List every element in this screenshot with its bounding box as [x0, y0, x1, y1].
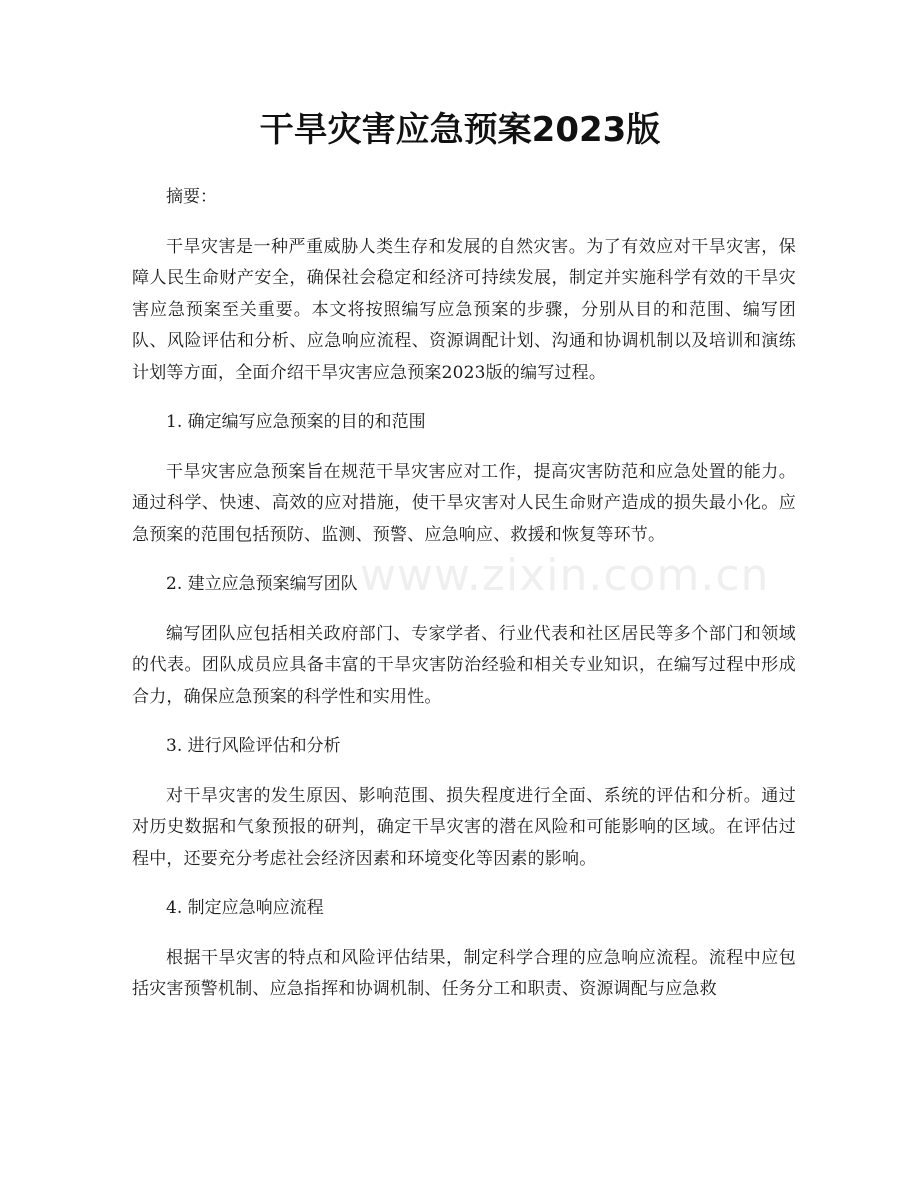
section-heading-4: 4. 制定应急响应流程 — [166, 898, 324, 918]
abstract-label: 摘要： — [166, 187, 217, 207]
section-paragraph-2: 编写团队应包括相关政府部门、专家学者、行业代表和社区居民等多个部门和领域的代表。团队成员应具备丰富的干旱灾害防治经验和相关专业知识，在编写过程中形成合力，确保应急预案的科学性和实用性。 — [132, 623, 796, 707]
document-title: 干旱灾害应急预案2023版 — [259, 110, 661, 150]
section-heading-2: 2. 建立应急预案编写团队 — [166, 574, 358, 594]
section-heading-1: 1. 确定编写应急预案的目的和范围 — [166, 412, 426, 432]
watermark-text: www.zixin.com.cn — [360, 550, 770, 601]
document-body — [132, 182, 796, 1024]
section-paragraph-4: 根据干旱灾害的特点和风险评估结果，制定科学合理的应急响应流程。流程中应包括灾害预警机制、应急指挥和协调机制、任务分工和职责、资源调配与应急救 — [132, 947, 796, 999]
abstract-paragraph: 干旱灾害是一种严重威胁人类生存和发展的自然灾害。为了有效应对干旱灾害，保障人民生命财产安全，确保社会稳定和经济可持续发展，制定并实施科学有效的干旱灾害应急预案至关重要。本文将按照编写应急预案的步骤，分别从目的和范围、编写团队、风险评估和分析、应急响应流程、资源调配计划、沟通和协调机制以及培训和演练计划等方面，全面介绍干旱灾害应急预案2023版的编写过程。 — [132, 236, 796, 383]
section-paragraph-3: 对干旱灾害的发生原因、影响范围、损失程度进行全面、系统的评估和分析。通过对历史数据和气象预报的研判，确定干旱灾害的潜在风险和可能影响的区域。在评估过程中，还要充分考虑社会经济因素和环境变化等因素的影响。 — [132, 785, 796, 869]
section-heading-3: 3. 进行风险评估和分析 — [166, 736, 341, 756]
section-paragraph-1: 干旱灾害应急预案旨在规范干旱灾害应对工作，提高灾害防范和应急处置的能力。通过科学、快速、高效的应对措施，使干旱灾害对人民生命财产造成的损失最小化。应急预案的范围包括预防、监测、预警、应急响应、救援和恢复等环节。 — [132, 461, 796, 545]
